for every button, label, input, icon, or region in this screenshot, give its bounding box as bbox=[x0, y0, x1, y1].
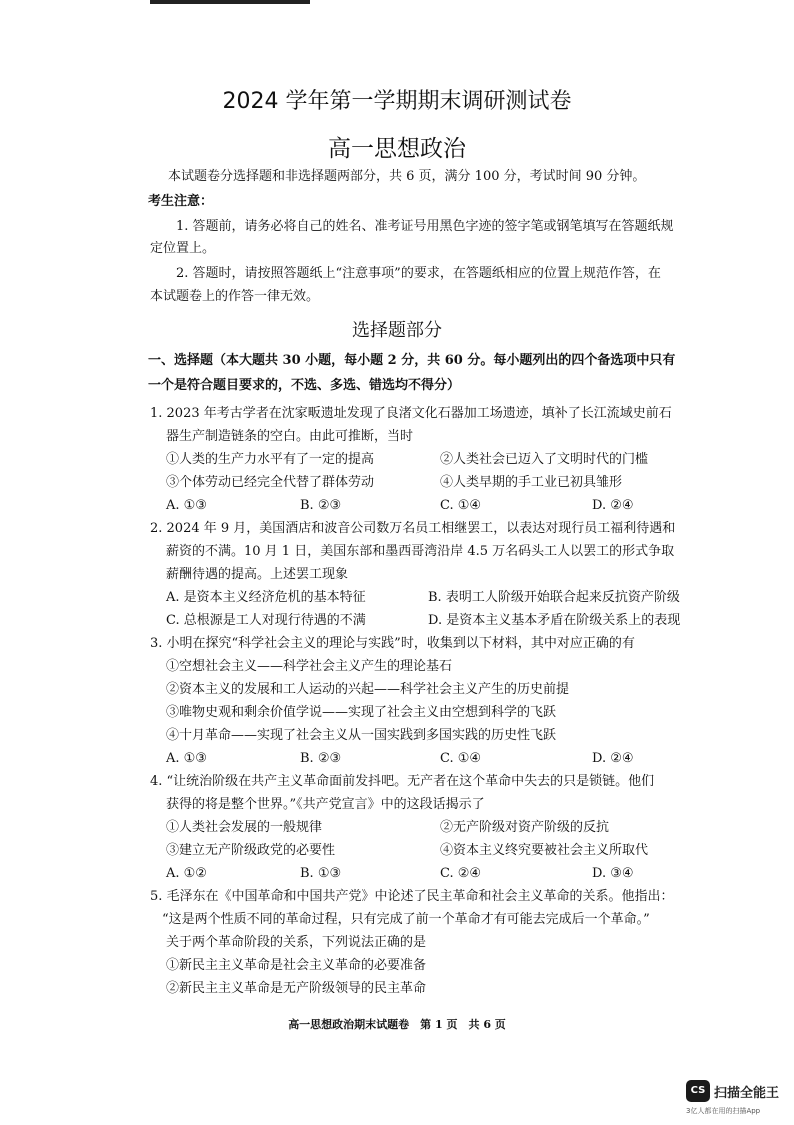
q2-stem-line-1: 2. 2024 年 9 月，美国酒店和波音公司数万名员工相继罢工，以表达对现行员工福利待遇和 bbox=[150, 521, 676, 536]
subject-title: 高一思想政治 bbox=[328, 136, 466, 162]
notice-2-line-1: 2. 答题时，请按照答题纸上“注意事项”的要求，在答题纸相应的位置上规范作答，在 bbox=[176, 266, 661, 281]
q5-statement-2: ②新民主主义革命是无产阶级领导的民主革命 bbox=[166, 981, 427, 996]
q4-option-c: C. ②④ bbox=[440, 866, 482, 881]
q4-statement-4: ④资本主义终究要被社会主义所取代 bbox=[440, 843, 649, 858]
q4-statement-1: ①人类社会发展的一般规律 bbox=[166, 820, 323, 835]
brand-name: 扫描全能王 bbox=[714, 1086, 780, 1101]
q1-stem-line-1: 1. 2023 年考古学者在沈家畈遗址发现了良渚文化石器加工场遗迹，填补了长江流域史前石 bbox=[150, 406, 672, 421]
camscanner-logo-icon: CS bbox=[686, 1080, 710, 1102]
brand-tagline: 3亿人都在用的扫描App bbox=[686, 1107, 761, 1115]
q1-option-a: A. ①③ bbox=[166, 498, 207, 513]
section-instruction-line-2: 一个是符合题目要求的，不选、多选、错选均不得分） bbox=[148, 378, 461, 393]
q4-option-d: D. ③④ bbox=[592, 866, 634, 881]
q3-option-b: B. ②③ bbox=[300, 751, 342, 766]
q4-statement-3: ③建立无产阶级政党的必要性 bbox=[166, 843, 336, 858]
q3-stem: 3. 小明在探究“科学社会主义的理论与实践”时，收集到以下材料，其中对应正确的有 bbox=[150, 636, 635, 651]
q4-statement-2: ②无产阶级对资产阶级的反抗 bbox=[440, 820, 610, 835]
section-instruction-line-1: 一、选择题（本大题共 30 小题，每小题 2 分，共 60 分。每小题列出的四个备选项中只有 bbox=[148, 353, 676, 368]
q2-stem-line-2: 薪资的不满。10 月 1 日，美国东部和墨西哥湾沿岸 4.5 万名码头工人以罢工的形式争取 bbox=[166, 544, 675, 559]
q3-statement-3: ③唯物史观和剩余价值学说——实现了社会主义由空想到科学的飞跃 bbox=[166, 705, 557, 720]
q2-stem-line-3: 薪酬待遇的提高。上述罢工现象 bbox=[166, 567, 349, 582]
scanner-watermark bbox=[686, 1080, 786, 1120]
q4-stem-line-1: 4. “让统治阶级在共产主义革命面前发抖吧。无产者在这个革命中失去的只是锁链。他们 bbox=[150, 774, 655, 789]
q3-option-a: A. ①③ bbox=[166, 751, 207, 766]
q1-statement-2: ②人类社会已迈入了文明时代的门槛 bbox=[440, 452, 649, 467]
q5-stem-line-1: 5. 毛泽东在《中国革命和中国共产党》中论述了民主革命和社会主义革命的关系。他指出： bbox=[150, 889, 674, 904]
q4-option-a: A. ①② bbox=[166, 866, 207, 881]
q3-statement-4: ④十月革命——实现了社会主义从一国实践到多国实践的历史性飞跃 bbox=[166, 728, 557, 743]
notice-1-line-1: 1. 答题前，请务必将自己的姓名、准考证号用黑色字迹的签字笔或钢笔填写在答题纸规 bbox=[176, 219, 674, 234]
q2-option-a: A. 是资本主义经济危机的基本特征 bbox=[166, 590, 366, 605]
section-title: 选择题部分 bbox=[352, 320, 442, 341]
q1-option-d: D. ②④ bbox=[592, 498, 634, 513]
q5-stem-line-2: “这是两个性质不同的革命过程，只有完成了前一个革命才有可能去完成后一个革命。” bbox=[162, 912, 650, 927]
q5-statement-1: ①新民主主义革命是社会主义革命的必要准备 bbox=[166, 958, 427, 973]
q2-option-c: C. 总根源是工人对现行待遇的不满 bbox=[166, 613, 366, 628]
page-footer: 高一思想政治期末试题卷 第 1 页 共 6 页 bbox=[288, 1018, 506, 1031]
q2-option-b: B. 表明工人阶级开始联合起来反抗资产阶级 bbox=[428, 590, 680, 605]
q4-option-b: B. ①③ bbox=[300, 866, 342, 881]
q1-statement-3: ③个体劳动已经完全代替了群体劳动 bbox=[166, 475, 375, 490]
exam-title: 2024 学年第一学期期末调研测试卷 bbox=[222, 89, 572, 114]
notice-1-line-2: 定位置上。 bbox=[150, 241, 216, 256]
exam-summary: 本试题卷分选择题和非选择题两部分，共 6 页，满分 100 分，考试时间 90 分钟。 bbox=[168, 169, 646, 184]
q3-statement-1: ①空想社会主义——科学社会主义产生的理论基石 bbox=[166, 659, 453, 674]
q1-option-b: B. ②③ bbox=[300, 498, 342, 513]
q3-option-c: C. ①④ bbox=[440, 751, 482, 766]
q1-option-c: C. ①④ bbox=[440, 498, 482, 513]
scan-edge-mark bbox=[150, 0, 310, 4]
q3-statement-2: ②资本主义的发展和工人运动的兴起——科学社会主义产生的历史前提 bbox=[166, 682, 570, 697]
q5-stem-line-3: 关于两个革命阶段的关系，下列说法正确的是 bbox=[166, 935, 427, 950]
q3-option-d: D. ②④ bbox=[592, 751, 634, 766]
q1-statement-1: ①人类的生产力水平有了一定的提高 bbox=[166, 452, 375, 467]
q2-option-d: D. 是资本主义基本矛盾在阶级关系上的表现 bbox=[428, 613, 681, 628]
notice-2-line-2: 本试题卷上的作答一律无效。 bbox=[150, 289, 320, 304]
q1-stem-line-2: 器生产制造链条的空白。由此可推断，当时 bbox=[166, 429, 414, 444]
q1-statement-4: ④人类早期的手工业已初具雏形 bbox=[440, 475, 623, 490]
q4-stem-line-2: 获得的将是整个世界。”《共产党宣言》中的这段话揭示了 bbox=[166, 797, 485, 812]
notice-label: 考生注意： bbox=[148, 194, 214, 209]
